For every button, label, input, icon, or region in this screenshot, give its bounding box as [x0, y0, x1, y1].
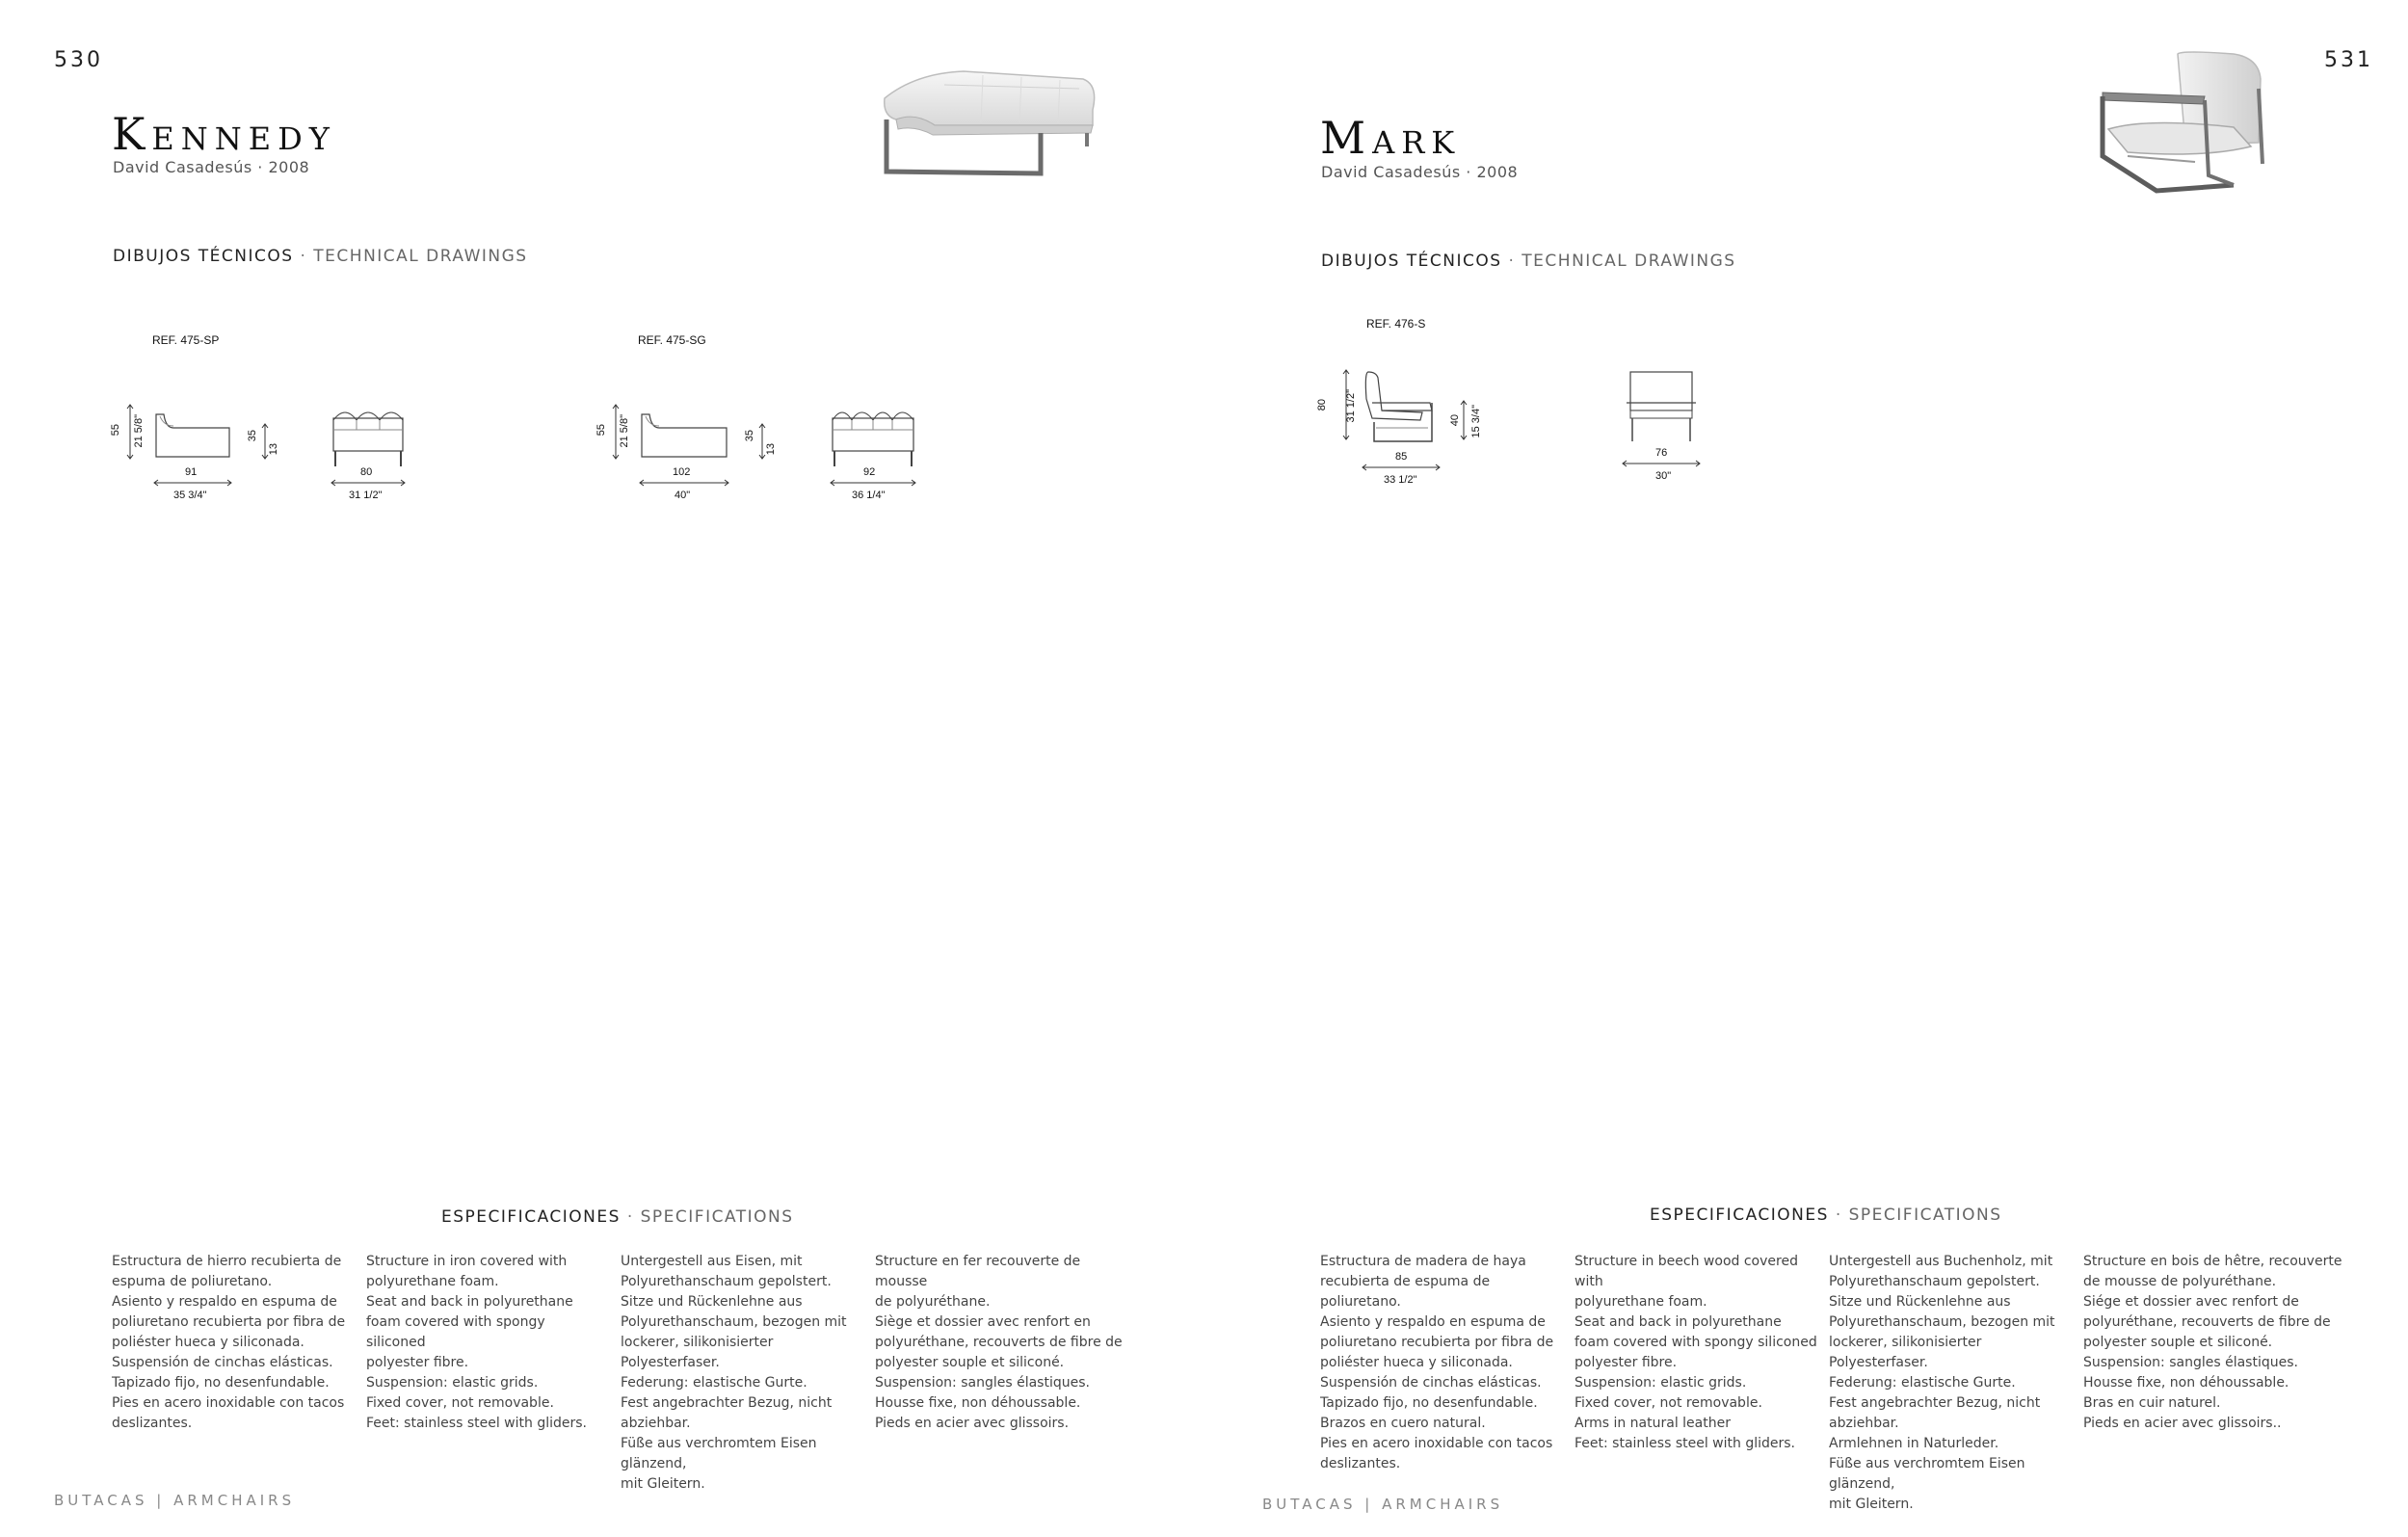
product-title-mark: Mark [1320, 112, 1462, 164]
spec-en-right: Structure in beech wood covered with polyurethane foam. Seat and back in polyurethane foam covered with spongy siliconed polyester fibre. Suspension: elastic grids. Fixed cover, not removable. Arms in natural leather Feet: stainless steel with gliders. [1574, 1254, 1817, 1451]
ref-475-sg: REF. 475-SG [638, 333, 706, 347]
designer-year-kennedy: David Casadesús · 2008 [113, 158, 310, 176]
product-title-kennedy: Kennedy [112, 108, 336, 160]
kennedy-product-image [877, 66, 1108, 197]
drawing-476-s-front: 76 30" [1619, 366, 1734, 491]
drawing-476-s-side: 80 31 1/2" 40 15 3/4" 85 33 1/2" [1312, 366, 1505, 491]
spec-en-left: Structure in iron covered with polyurethane foam. Seat and back in polyurethane foam covered with spongy siliconed polyester fibre. Suspension: elastic grids. Fixed cover, not removable. Feet: stainless steel with gliders. [366, 1254, 588, 1431]
spec-es-left: Estructura de hierro recubierta de espuma de poliuretano. Asiento y respaldo en espuma de poliuretano recubierta por fibra de poliéster hueca y siliconada. Suspensión de cinchas elásticas. Tapizado fijo, no desenfundable. Pies en acero inoxidable con tacos deslizantes. [112, 1254, 346, 1431]
footer-left: BUTACAS | ARMCHAIRS [54, 1492, 296, 1509]
spec-fr-left: Structure en fer recouverte de mousse de polyuréthane. Siège et dossier avec renfort en polyuréthane, recouverts de fibre de polyester souple et siliconé. Suspension: sangles élastiques. Housse fixe, non déhoussable. Pieds en acier avec glissoirs. [875, 1254, 1123, 1431]
ref-476-s: REF. 476-S [1366, 317, 1426, 331]
drawing-475-sp-side: 55 21 5/8" 35 13 91 35 3/4" [106, 395, 299, 511]
spec-de-right: Untergestell aus Buchenholz, mit Polyurethanschaum gepolstert. Sitze und Rückenlehne aus Polyurethanschaum, bezogen mit lockerer, silikonisierter Polyesterfaser. Federung: elastische Gurte. Fest angebrachter Bezug, nicht abziehbar. Armlehnen in Naturleder. Füße aus verchromtem Eisen glänzend, mit Gleitern. [1829, 1254, 2055, 1512]
page-number-left: 530 [54, 48, 103, 72]
drawing-475-sg-front: 92 36 1/4" [827, 395, 942, 511]
specifications-heading-right: ESPECIFICACIONES · SPECIFICATIONS [1650, 1206, 2002, 1225]
drawing-475-sp-front: 80 31 1/2" [328, 395, 443, 511]
specifications-heading-left: ESPECIFICACIONES · SPECIFICATIONS [441, 1207, 794, 1227]
spec-es-right: Estructura de madera de haya recubierta de espuma de poliuretano. Asiento y respaldo en espuma de poliuretano recubierta por fibra de poliéster hueca y siliconada. Suspensión de cinchas elásticas. Tapizado fijo, no desenfundable. Brazos en cuero natural. Pies en acero inoxidable con tacos deslizantes. [1320, 1254, 1554, 1471]
designer-year-mark: David Casadesús · 2008 [1321, 163, 1519, 181]
footer-right: BUTACAS | ARMCHAIRS [1262, 1496, 1504, 1513]
drawing-475-sg-side: 55 21 5/8" 35 13 102 40" [588, 395, 800, 511]
technical-drawings-heading-left: DIBUJOS TÉCNICOS · TECHNICAL DRAWINGS [113, 247, 528, 266]
technical-drawings-heading-right: DIBUJOS TÉCNICOS · TECHNICAL DRAWINGS [1321, 252, 1736, 271]
spec-fr-right: Structure en bois de hêtre, recouverte de mousse de polyuréthane. Siége et dossier avec renfort de polyuréthane, recouverts de fibre de polyester souple et siliconé. Suspension: sangles élastiques. Housse fixe, non déhoussable. Bras en cuir naturel. Pieds en acier avec glissoirs.. [2083, 1254, 2342, 1431]
spec-de-left: Untergestell aus Eisen, mit Polyurethanschaum gepolstert. Sitze und Rückenlehne aus Polyurethanschaum, bezogen mit lockerer, silikonisierter Polyesterfaser. Federung: elastische Gurte. Fest angebrachter Bezug, nicht abziehbar. Füße aus verchromtem Eisen glänzend, mit Gleitern. [621, 1254, 847, 1492]
ref-475-sp: REF. 475-SP [152, 333, 220, 347]
mark-product-image [2089, 50, 2272, 197]
page-number-right: 531 [2324, 48, 2373, 72]
